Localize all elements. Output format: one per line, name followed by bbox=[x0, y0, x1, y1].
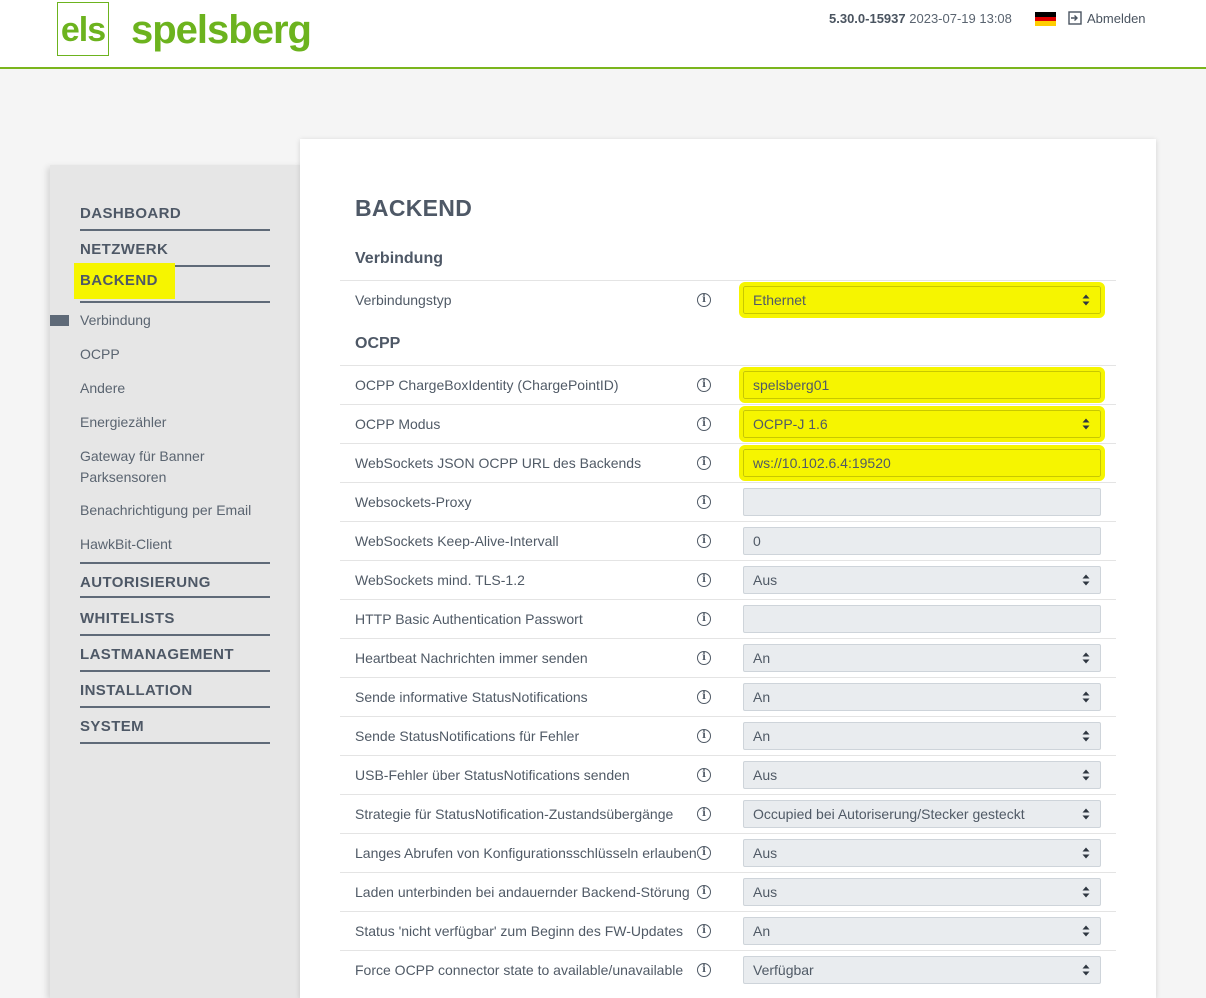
subnav-verbindung[interactable]: Verbindung bbox=[80, 312, 151, 328]
nav-label: SYSTEM bbox=[80, 718, 145, 735]
info-icon[interactable]: i bbox=[697, 924, 711, 938]
setting-label: OCPP ChargeBoxIdentity (ChargePointID) bbox=[355, 377, 619, 393]
setting-label: Force OCPP connector state to available/unavailable bbox=[355, 962, 684, 978]
sidebar-nav bbox=[50, 165, 310, 998]
info-icon[interactable]: i bbox=[697, 690, 711, 704]
input-value: spelsberg01 bbox=[753, 377, 830, 393]
nav-label: INSTALLATION bbox=[80, 682, 193, 699]
select-caret-icon bbox=[1082, 572, 1090, 588]
info-icon[interactable]: i bbox=[697, 495, 711, 509]
nav-label: NETZWERK bbox=[80, 241, 169, 258]
setting-label: OCPP Modus bbox=[355, 416, 441, 432]
subnav-ocpp[interactable]: OCPP bbox=[80, 346, 120, 362]
info-icon[interactable]: i bbox=[697, 456, 711, 470]
setting-label: HTTP Basic Authentication Passwort bbox=[355, 611, 583, 627]
info-icon[interactable]: i bbox=[697, 729, 711, 743]
setting-select[interactable] bbox=[743, 956, 1101, 984]
setting-select[interactable] bbox=[743, 683, 1101, 711]
nav-autorisierung[interactable] bbox=[80, 562, 270, 598]
select-caret-icon bbox=[1082, 416, 1090, 432]
select-caret-icon bbox=[1082, 962, 1090, 978]
setting-label: Langes Abrufen von Konfigurationsschlüsseln erlauben bbox=[355, 845, 697, 861]
settings-row bbox=[340, 833, 1116, 873]
select-value: Ethernet bbox=[753, 292, 806, 308]
settings-row bbox=[340, 911, 1116, 951]
setting-select[interactable] bbox=[743, 286, 1101, 314]
settings-row bbox=[340, 560, 1116, 600]
nav-system[interactable] bbox=[80, 708, 270, 744]
setting-select[interactable] bbox=[743, 839, 1101, 867]
top-header bbox=[0, 0, 1206, 69]
german-flag-icon[interactable] bbox=[1035, 12, 1056, 26]
settings-row bbox=[340, 755, 1116, 795]
select-value: Aus bbox=[753, 884, 778, 900]
nav-label: WHITELISTS bbox=[80, 610, 175, 627]
nav-label: AUTORISIERUNG bbox=[80, 574, 211, 591]
setting-label: Strategie für StatusNotification-Zustandsübergänge bbox=[355, 806, 674, 822]
settings-row bbox=[340, 599, 1116, 639]
setting-label: Heartbeat Nachrichten immer senden bbox=[355, 650, 588, 666]
select-value: Occupied bei Autoriserung/Stecker gesteckt bbox=[753, 806, 1025, 822]
info-icon[interactable]: i bbox=[697, 651, 711, 665]
select-caret-icon bbox=[1082, 292, 1090, 308]
info-icon[interactable]: i bbox=[697, 417, 711, 431]
select-caret-icon bbox=[1082, 884, 1090, 900]
select-value: An bbox=[753, 650, 771, 666]
section-title-ocpp: OCPP bbox=[355, 335, 401, 352]
info-icon[interactable]: i bbox=[697, 963, 711, 977]
subnav-email[interactable]: Benachrichtigung per Email bbox=[80, 502, 252, 518]
settings-row bbox=[340, 365, 1116, 405]
subnav-gateway-banner[interactable]: Gateway für Banner Parksensoren bbox=[80, 448, 205, 485]
els-logo[interactable]: els bbox=[57, 2, 109, 56]
setting-label: WebSockets mind. TLS-1.2 bbox=[355, 572, 525, 588]
info-icon[interactable]: i bbox=[697, 885, 711, 899]
setting-input[interactable] bbox=[743, 449, 1101, 477]
setting-label: Status 'nicht verfügbar' zum Beginn des FW-Updates bbox=[355, 923, 684, 939]
setting-label: Sende informative StatusNotifications bbox=[355, 689, 588, 705]
settings-row bbox=[340, 716, 1116, 756]
setting-label: Websockets-Proxy bbox=[355, 494, 472, 510]
select-caret-icon bbox=[1082, 767, 1090, 783]
info-icon[interactable]: i bbox=[697, 534, 711, 548]
nav-label: DASHBOARD bbox=[80, 205, 182, 222]
setting-select[interactable] bbox=[743, 566, 1101, 594]
settings-row bbox=[340, 794, 1116, 834]
info-icon[interactable]: i bbox=[697, 807, 711, 821]
info-icon[interactable]: i bbox=[697, 573, 711, 587]
info-icon[interactable]: i bbox=[697, 612, 711, 626]
info-icon[interactable]: i bbox=[697, 768, 711, 782]
settings-row bbox=[340, 482, 1116, 522]
settings-row bbox=[340, 677, 1116, 717]
settings-row bbox=[340, 443, 1116, 483]
select-caret-icon bbox=[1082, 689, 1090, 705]
select-value: Aus bbox=[753, 572, 778, 588]
subnav-andere[interactable]: Andere bbox=[80, 380, 126, 396]
logout-link[interactable]: Abmelden bbox=[1087, 11, 1146, 26]
subnav-energiezaehler[interactable]: Energiezähler bbox=[80, 414, 167, 430]
setting-select[interactable] bbox=[743, 917, 1101, 945]
select-caret-icon bbox=[1082, 650, 1090, 666]
setting-select[interactable] bbox=[743, 800, 1101, 828]
select-value: Aus bbox=[753, 767, 778, 783]
nav-label: LASTMANAGEMENT bbox=[80, 646, 234, 663]
settings-row bbox=[340, 950, 1116, 990]
select-value: An bbox=[753, 689, 771, 705]
select-value: Verfügbar bbox=[753, 962, 814, 978]
nav-installation[interactable] bbox=[80, 672, 270, 708]
setting-select[interactable] bbox=[743, 878, 1101, 906]
select-value: Aus bbox=[753, 845, 778, 861]
setting-label: Verbindungstyp bbox=[355, 292, 452, 308]
setting-label: Sende StatusNotifications für Fehler bbox=[355, 728, 580, 744]
nav-lastmanagement[interactable] bbox=[80, 636, 270, 672]
setting-select[interactable] bbox=[743, 410, 1101, 438]
firmware-version: 5.30.0-15937 bbox=[829, 11, 906, 26]
section-title-verbindung: Verbindung bbox=[355, 250, 443, 267]
settings-row bbox=[340, 638, 1116, 678]
select-caret-icon bbox=[1082, 806, 1090, 822]
setting-select[interactable] bbox=[743, 644, 1101, 672]
info-icon[interactable]: i bbox=[697, 846, 711, 860]
nav-netzwerk[interactable] bbox=[80, 231, 270, 267]
setting-select[interactable] bbox=[743, 761, 1101, 789]
select-value: An bbox=[753, 923, 771, 939]
settings-row bbox=[340, 872, 1116, 912]
select-caret-icon bbox=[1082, 728, 1090, 744]
nav-backend[interactable] bbox=[80, 267, 270, 303]
subnav-hawkbit[interactable]: HawkBit-Client bbox=[80, 536, 172, 552]
version-info bbox=[829, 11, 1012, 26]
setting-label: WebSockets JSON OCPP URL des Backends bbox=[355, 455, 642, 471]
nav-whitelists[interactable] bbox=[80, 600, 270, 636]
settings-row bbox=[340, 521, 1116, 561]
setting-label: USB-Fehler über StatusNotifications senden bbox=[355, 767, 630, 783]
current-datetime: 2023-07-19 13:08 bbox=[909, 11, 1012, 26]
active-subitem-marker bbox=[50, 315, 69, 326]
input-value: ws://10.102.6.4:19520 bbox=[753, 455, 891, 471]
setting-input[interactable] bbox=[743, 488, 1101, 516]
input-value: 0 bbox=[753, 533, 761, 549]
setting-input[interactable] bbox=[743, 371, 1101, 399]
info-icon[interactable]: i bbox=[697, 293, 711, 307]
setting-label: Laden unterbinden bei andauernder Backend-Störung bbox=[355, 884, 690, 900]
settings-row bbox=[340, 280, 1116, 320]
setting-label: WebSockets Keep-Alive-Intervall bbox=[355, 533, 559, 549]
select-caret-icon bbox=[1082, 845, 1090, 861]
settings-row bbox=[340, 404, 1116, 444]
main-panel bbox=[300, 139, 1156, 998]
select-caret-icon bbox=[1082, 923, 1090, 939]
page-title: BACKEND bbox=[355, 195, 473, 221]
setting-select[interactable] bbox=[743, 722, 1101, 750]
info-icon[interactable]: i bbox=[697, 378, 711, 392]
logout-icon[interactable] bbox=[1068, 11, 1082, 25]
setting-input[interactable] bbox=[743, 527, 1101, 555]
select-value: OCPP-J 1.6 bbox=[753, 416, 828, 432]
nav-label-active: BACKEND bbox=[74, 263, 175, 299]
setting-input[interactable] bbox=[743, 605, 1101, 633]
spelsberg-logo[interactable]: spelsberg bbox=[131, 8, 311, 52]
nav-dashboard[interactable] bbox=[80, 195, 270, 231]
select-value: An bbox=[753, 728, 771, 744]
